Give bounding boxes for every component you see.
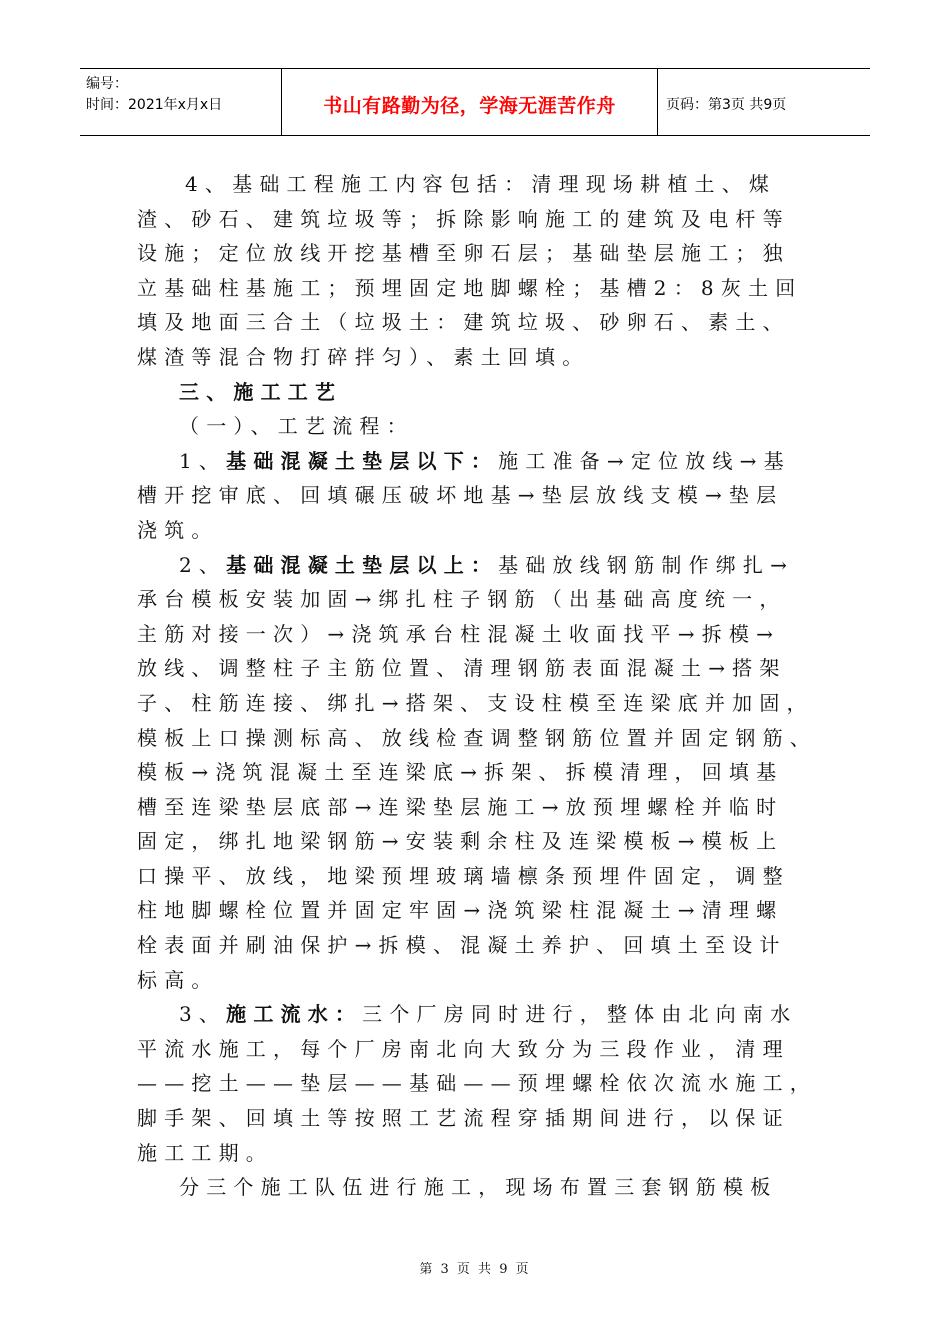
item2-heading: 基础混凝土垫层以上：: [226, 552, 499, 577]
last-paragraph-line: 分三个施工队伍进行施工，现场布置三套钢筋模板: [179, 1175, 778, 1200]
subsection-title: （一）、工艺流程：: [179, 414, 414, 439]
item2-line: 槽至连梁垫层底部→连梁垫层施工→放预埋螺栓并临时: [137, 794, 784, 819]
para4-line: 4、基础工程施工内容包括：清理现场耕植土、煤: [185, 172, 777, 196]
header-motto-cell: [282, 69, 658, 135]
item1-first-line: [137, 444, 837, 479]
item3-text: 三个厂房同时进行，整体由北向南水: [362, 1002, 798, 1027]
item2-text: 基础放线钢筋制作绑扎→: [498, 552, 795, 577]
item2-line: 子、柱筋连接、绑扎→搭架、支设柱模至连梁底并加固，: [137, 690, 814, 715]
item3-line: ——挖土——垫层——基础——预埋螺栓依次流水施工，: [137, 1071, 817, 1096]
page-code-text: 页码：第3页 共9页: [666, 97, 787, 113]
item2-line: 栓表面并刷油保护→拆模、混凝土养护、回填土至设计: [137, 933, 787, 958]
code-label: 编号：: [86, 76, 128, 92]
header-meta-cell: [80, 69, 282, 135]
item3-line: 施工工期。: [137, 1140, 273, 1165]
item1-line: 槽开挖审底、回填碾压破坏地基→垫层放线支模→垫层: [137, 483, 784, 508]
para4-line: 立基础柱基施工；预埋固定地脚螺栓；基槽2：8灰土回: [137, 275, 803, 300]
item2-first-line: [137, 548, 837, 583]
para4-line: 渣、砂石、建筑垃圾等；拆除影响施工的建筑及电杆等: [137, 206, 790, 231]
item2-number: 2、: [179, 552, 227, 577]
para4-line: 填及地面三合土（垃圾土：建筑垃圾、砂卵石、素土、: [137, 310, 790, 335]
time-label: 时间：2021年x月x日: [86, 97, 223, 113]
item3-line: 平流水施工，每个厂房南北向大致分为三段作业，清理: [137, 1036, 790, 1061]
item2-line: 承台模板安装加固→绑扎柱子钢筋（出基础高度统一，: [137, 587, 787, 612]
item2-line: 固定，绑扎地梁钢筋→安装剩余柱及连梁模板→模板上: [137, 829, 784, 854]
page-footer: 第 3 页 共 9 页: [419, 1262, 531, 1277]
document-body: [137, 167, 837, 1205]
item3-first-line: [137, 997, 837, 1032]
item1-number: 1、: [179, 448, 227, 473]
item2-line: 标高。: [137, 967, 219, 992]
item2-line: 放线、调整柱子主筋位置、清理钢筋表面混凝土→搭架: [137, 656, 787, 681]
item2-line: 柱地脚螺栓位置并固定牢固→浇筑梁柱混凝土→清理螺: [137, 898, 784, 923]
motto-text: 书山有路勤为径，学海无涯苦作舟: [323, 94, 616, 117]
item1-heading: 基础混凝土垫层以下：: [226, 448, 499, 473]
item2-line: 模板→浇筑混凝土至连梁底→拆架、拆模清理，回填基: [137, 760, 784, 785]
item1-line: 浇筑。: [137, 517, 219, 542]
section-title: 三、施工工艺: [179, 379, 343, 404]
item3-line: 脚手架、回填土等按照工艺流程穿插期间进行，以保证: [137, 1106, 790, 1131]
item2-line: 模板上口操测标高、放线检查调整钢筋位置并固定钢筋、: [137, 725, 817, 750]
item1-text: 施工准备→定位放线→基: [498, 448, 791, 473]
page-header: [80, 68, 870, 136]
header-page-cell: [658, 71, 870, 137]
para4-line: 煤渣等混合物打碎拌匀）、素土回填。: [137, 344, 590, 369]
item3-heading: 施工流水：: [226, 1002, 363, 1027]
para4-line: 设施；定位放线开挖基槽至卵石层；基础垫层施工；独: [137, 241, 790, 266]
item2-line: 主筋对接一次）→浇筑承台柱混凝土收面找平→拆模→: [137, 621, 781, 646]
item3-number: 3、: [179, 1002, 227, 1027]
item2-line: 口操平、放线，地梁预埋玻璃墙檩条预埋件固定，调整: [137, 863, 790, 888]
